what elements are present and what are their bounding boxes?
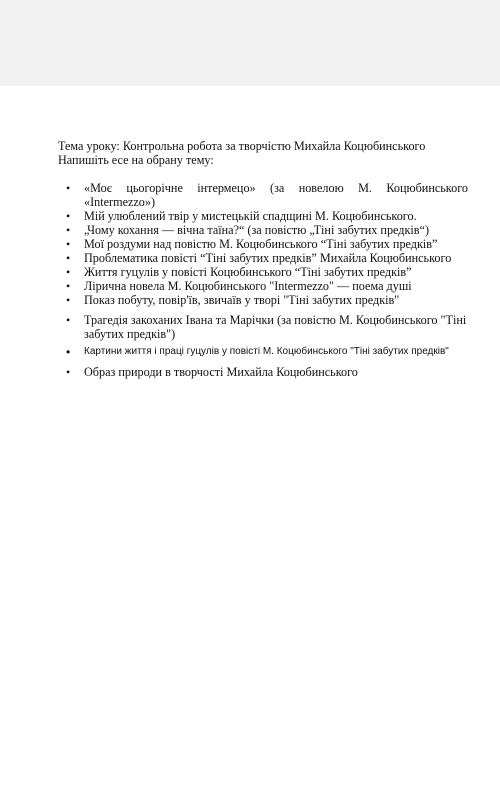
topic-text: Мій улюблений твір у мистецькій спадщині М. Коцюбинського. — [84, 209, 417, 223]
instruction-line: Напишіть есе на обрану тему: — [58, 153, 214, 167]
bullet-icon: • — [66, 223, 71, 237]
list-item — [58, 237, 468, 251]
bullet-icon: • — [66, 209, 71, 223]
list-item — [58, 279, 468, 293]
topic-text: «Моє цьогорічне інтермецо» (за новелою М. Коцюбинського «Intermezzo») — [84, 181, 468, 209]
topic-text: Трагедія закоханих Івана та Марічки (за повістю М. Коцюбинського "Тіні забутих предків") — [84, 313, 467, 341]
top-gray-band — [0, 0, 500, 86]
topic-text: Образ природи в творчості Михайла Коцюбинського — [84, 364, 358, 379]
topic-text: Мої роздуми над повістю М. Коцюбинського “Тіні забутих предків” — [84, 237, 438, 251]
bullet-icon: • — [66, 251, 71, 265]
document-page — [0, 86, 500, 797]
document-header — [58, 139, 478, 167]
lesson-topic-line: Тема уроку: Контрольна робота за творчістю Михайла Коцюбинського — [58, 139, 426, 153]
bullet-icon: • — [66, 293, 71, 307]
bullet-icon: • — [66, 313, 71, 327]
list-item — [58, 346, 468, 359]
list-item — [58, 251, 468, 265]
list-item — [58, 209, 468, 223]
bullet-icon: • — [66, 279, 71, 293]
topic-text: Життя гуцулів у повісті Коцюбинського “Тіні забутих предків” — [84, 265, 412, 279]
topic-text: Показ побуту, повір'їв, звичаїв у творі "Тіні забутих предків" — [84, 293, 400, 307]
list-item — [58, 313, 468, 341]
topic-text: „Чому кохання — вічна таїна?“ (за повістю „Тіні забутих предків“) — [84, 223, 430, 237]
list-item — [58, 223, 468, 237]
topic-text: Лірична новела М. Коцюбинського "Intermezzo" — поема душі — [84, 279, 412, 293]
bullet-icon: • — [66, 345, 71, 359]
topic-text: Картини життя і праці гуцулів у повісті М. Коцюбинського "Тіні забутих предків" — [84, 346, 449, 357]
list-item — [58, 265, 468, 279]
bullet-icon: • — [66, 265, 71, 279]
list-item — [58, 293, 468, 307]
topic-text: Проблематика повісті “Тіні забутих предків” Михайла Коцюбинського — [84, 251, 452, 265]
list-item — [58, 365, 468, 379]
essay-topics-list — [58, 181, 468, 379]
bullet-icon: • — [66, 237, 71, 251]
bullet-icon: • — [66, 364, 71, 379]
list-item — [58, 181, 468, 209]
bullet-icon: • — [66, 181, 71, 195]
